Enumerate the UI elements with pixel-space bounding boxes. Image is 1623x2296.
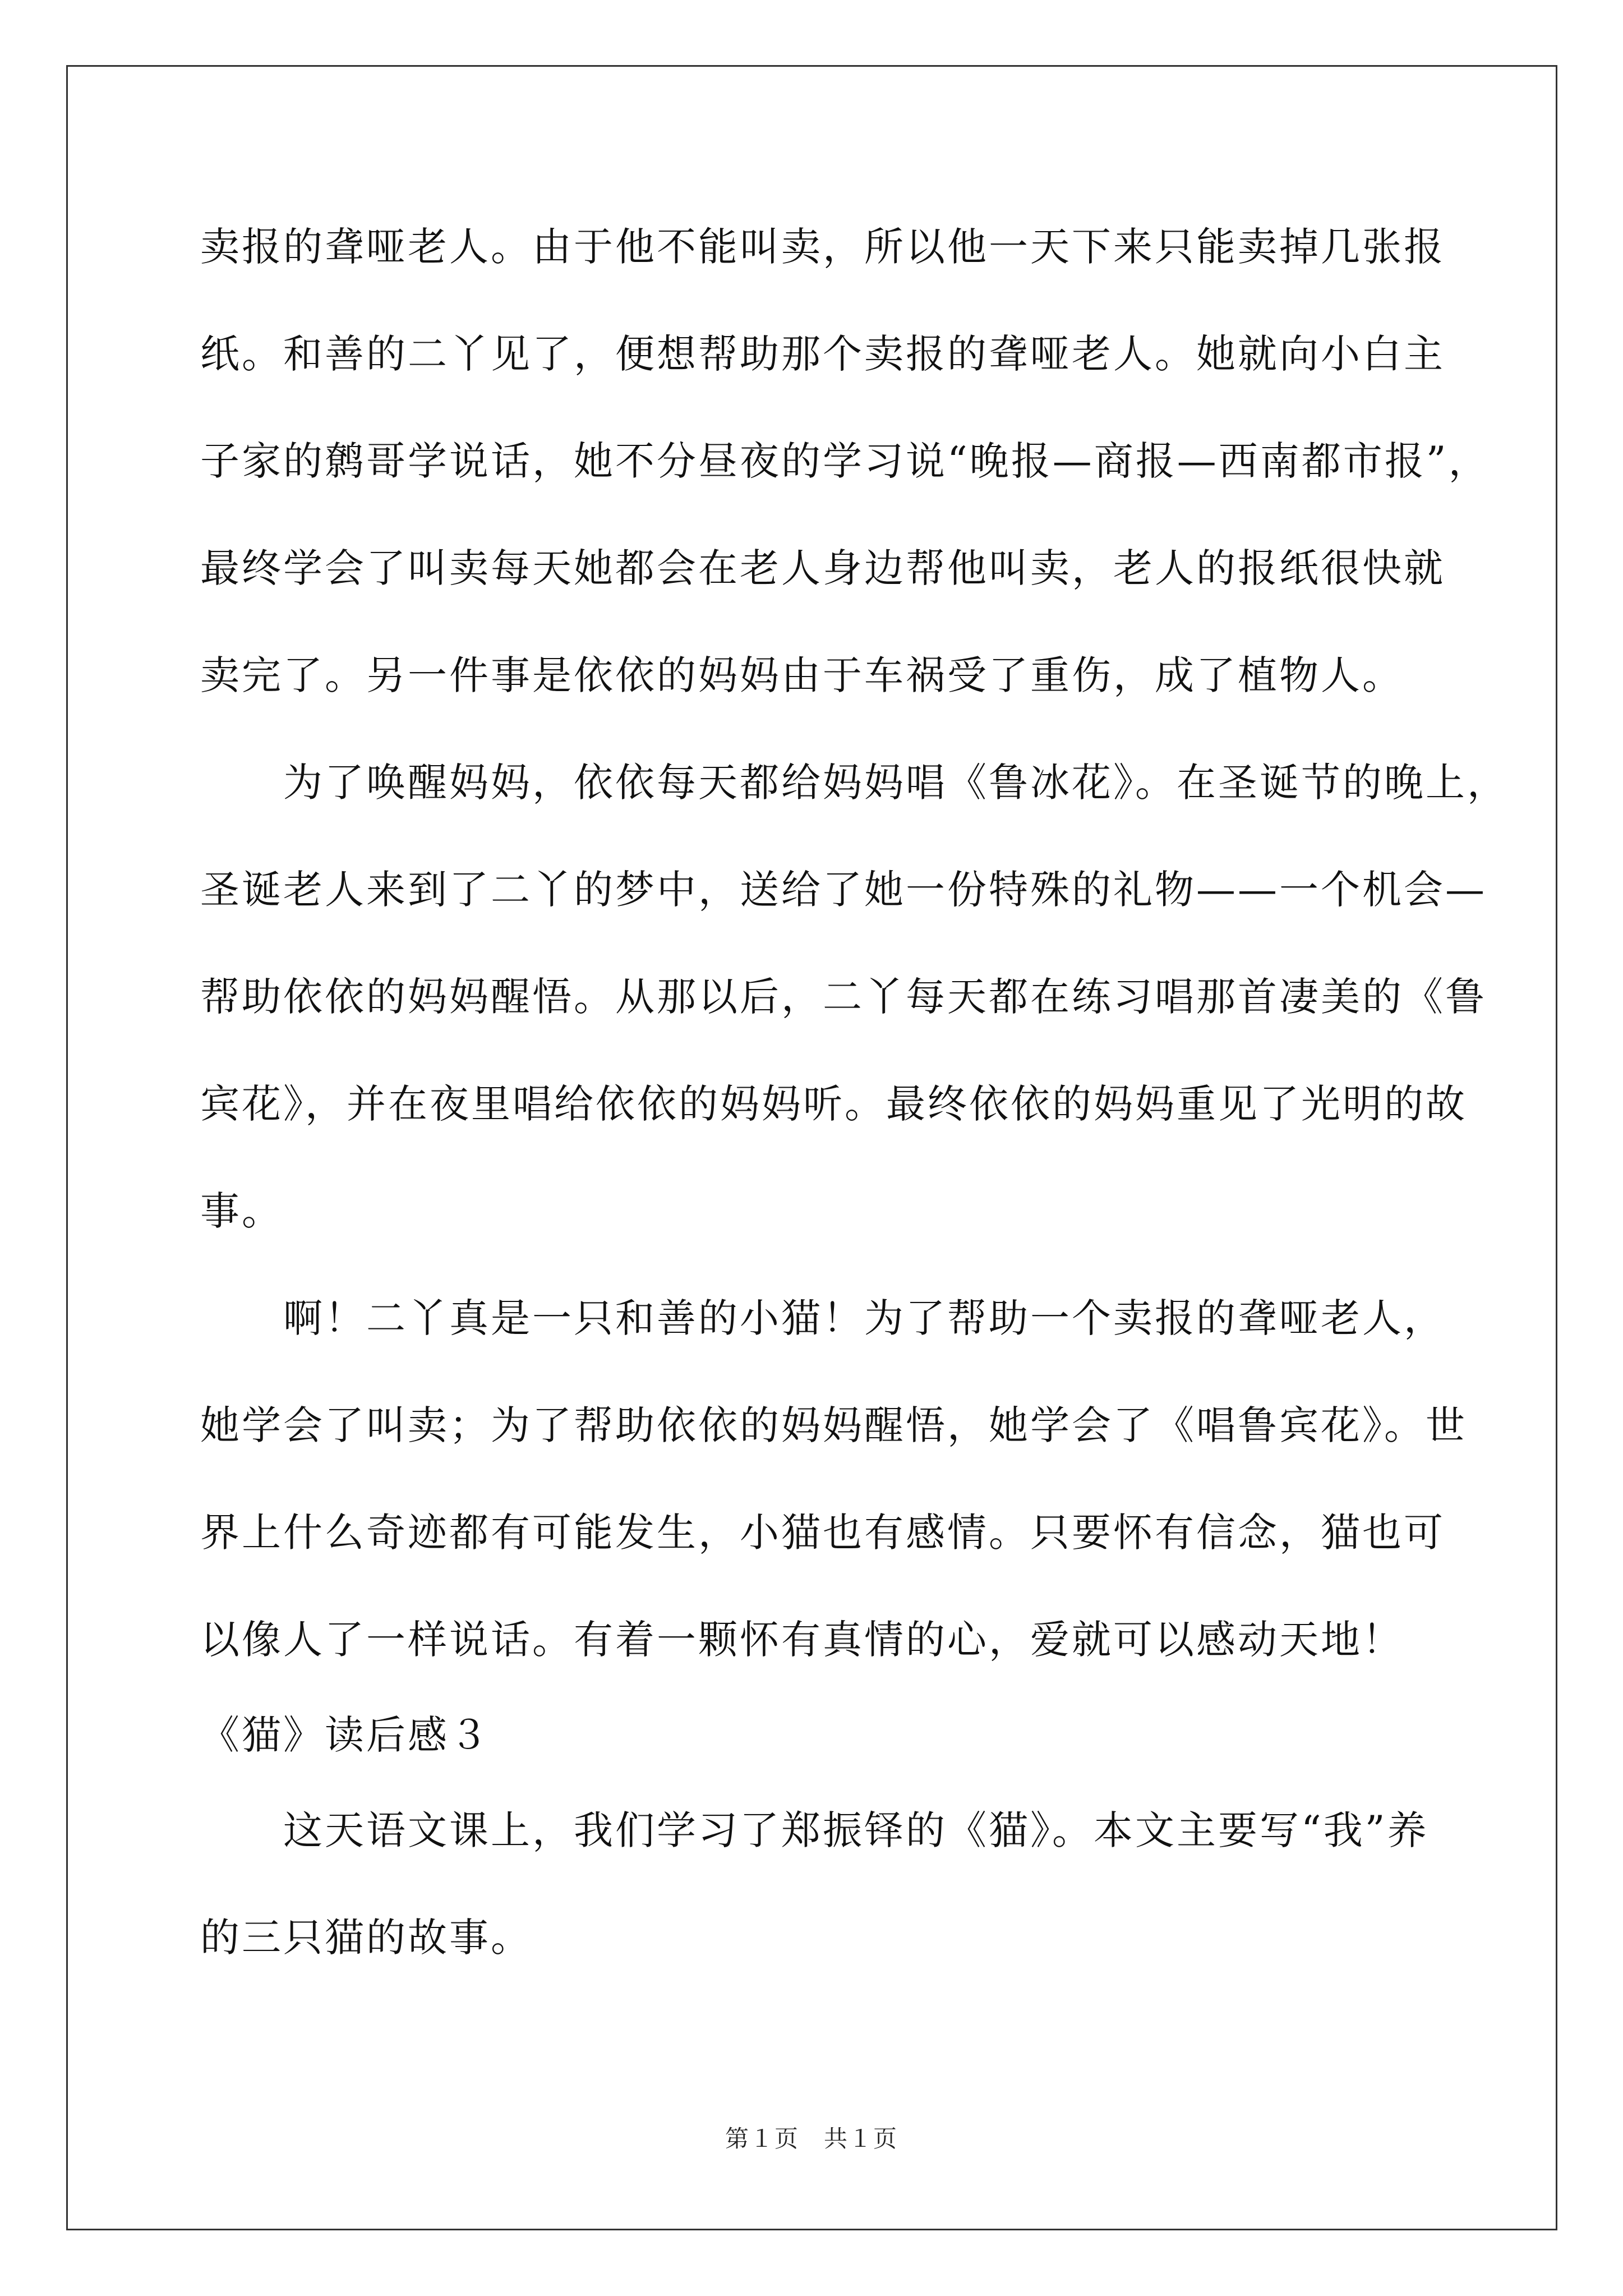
text-line: 界上什么奇迹都有可能发生，小猫也有感情。只要怀有信念，猫也可: [200, 1510, 1445, 1556]
text-line: 帮助依依的妈妈醒悟。从那以后，二丫每天都在练习唱那首凄美的《鲁: [200, 974, 1487, 1020]
text-line: 她学会了叫卖；为了帮助依依的妈妈醒悟，她学会了《唱鲁宾花》。世: [200, 1402, 1467, 1448]
text-line: 事。: [200, 1188, 283, 1234]
text-line: 卖完了。另一件事是依依的妈妈由于车祸受了重伤，成了植物人。: [200, 652, 1404, 698]
text-line: 为了唤醒妈妈，依依每天都给妈妈唱《鲁冰花》。在圣诞节的晚上，: [200, 760, 1509, 806]
text-line: 子家的鹩哥学说话，她不分昼夜的学习说“晚报—商报—西南都市报”，: [200, 438, 1490, 484]
text-line: 圣诞老人来到了二丫的梦中，送给了她一份特殊的礼物——一个机会—: [200, 867, 1487, 913]
text-line: 的三只猫的故事。: [200, 1915, 532, 1961]
text-line: 纸。和善的二丫见了，便想帮助那个卖报的聋哑老人。她就向小白主: [200, 331, 1445, 377]
text-line: 卖报的聋哑老人。由于他不能叫卖，所以他一天下来只能卖掉几张报: [200, 224, 1445, 270]
text-line: 啊！二丫真是一只和善的小猫！为了帮助一个卖报的聋哑老人，: [200, 1295, 1445, 1341]
section-heading: 《猫》读后感３: [200, 1712, 491, 1758]
text-line: 宾花》，并在夜里唱给依依的妈妈听。最终依依的妈妈重见了光明的故: [200, 1081, 1467, 1127]
text-line: 以像人了一样说话。有着一颗怀有真情的心，爱就可以感动天地！: [200, 1617, 1404, 1663]
text-line: 最终学会了叫卖每天她都会在老人身边帮他叫卖，老人的报纸很快就: [200, 545, 1445, 591]
document-body: [200, 219, 1509, 2017]
page-footer: 第１页 共１页: [725, 2125, 898, 2152]
text-line: 这天语文课上，我们学习了郑振铎的《猫》。本文主要写“我”养: [200, 1807, 1429, 1853]
